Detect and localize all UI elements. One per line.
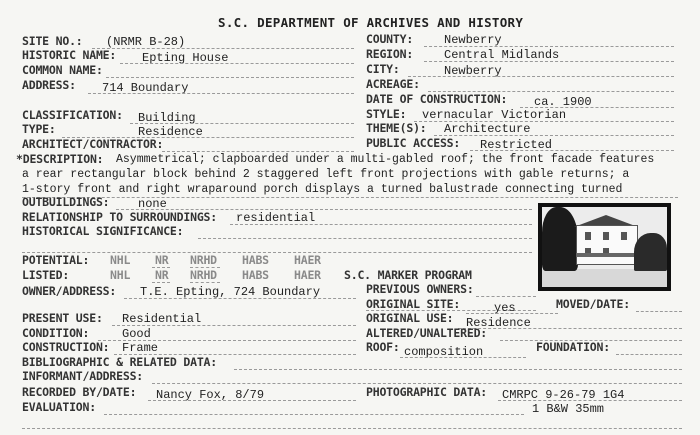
photographic-value-1: CMRPC 9-26-79 1G4	[502, 388, 625, 402]
common-name-label: COMMON NAME:	[22, 63, 103, 77]
site-no-label: SITE NO.:	[22, 34, 83, 48]
previous-owners-line	[476, 296, 536, 297]
present-use-label: PRESENT USE:	[22, 311, 103, 325]
potential-haer: HAER	[294, 253, 321, 267]
relationship-value: residential	[236, 211, 316, 225]
blank-line	[22, 252, 532, 253]
date-construction-value: ca. 1900	[534, 95, 592, 109]
previous-owners-label: PREVIOUS OWNERS:	[366, 282, 474, 296]
roof-value: composition	[404, 345, 484, 359]
historical-significance-line	[198, 238, 532, 239]
potential-nhl: NHL	[110, 253, 131, 267]
architect-label: ARCHITECT/CONTRACTOR:	[22, 137, 164, 151]
moved-date-label: MOVED/DATE:	[556, 297, 630, 311]
description-line-1: Asymmetrical; clapboarded under a multi-gabled roof; the front facade features	[116, 153, 655, 166]
house-photo	[538, 203, 671, 291]
listed-haer: HAER	[294, 268, 321, 282]
original-site-line	[466, 313, 558, 314]
public-access-label: PUBLIC ACCESS:	[366, 136, 461, 150]
description-label: *DESCRIPTION:	[16, 152, 104, 166]
owner-value: T.E. Epting, 724 Boundary	[140, 285, 321, 299]
outbuildings-label: OUTBUILDINGS:	[22, 195, 110, 209]
listed-label: LISTED:	[22, 268, 70, 282]
region-label: REGION:	[366, 47, 414, 61]
original-use-value: Residence	[466, 316, 531, 330]
informant-label: INFORMANT/ADDRESS:	[22, 369, 144, 383]
historic-name-line	[120, 63, 354, 64]
style-label: STYLE:	[366, 107, 407, 121]
address-label: ADDRESS:	[22, 78, 76, 92]
present-use-line	[112, 325, 356, 326]
bottom-line	[22, 428, 682, 429]
city-value: Newberry	[444, 64, 502, 78]
bibliographic-label: BIBLIOGRAPHIC & RELATED DATA:	[22, 355, 217, 369]
original-use-label: ORIGINAL USE:	[366, 311, 454, 325]
site-no-line	[92, 48, 354, 49]
county-value: Newberry	[444, 33, 502, 47]
evaluation-line	[104, 414, 524, 415]
original-use-line	[458, 328, 682, 329]
listed-habs: HABS	[242, 268, 269, 282]
marker-program: S.C. MARKER PROGRAM	[344, 268, 472, 282]
city-line	[408, 76, 674, 77]
theme-value: Architecture	[444, 122, 531, 136]
roof-label: ROOF:	[366, 340, 400, 354]
foundation-label: FOUNDATION:	[536, 340, 610, 354]
public-access-line	[470, 150, 674, 151]
condition-label: CONDITION:	[22, 326, 90, 340]
recorded-value: Nancy Fox, 8/79	[156, 388, 265, 402]
photographic-label: PHOTOGRAPHIC DATA:	[366, 385, 488, 399]
description-line-2: a rear rectangular block behind 2 staggered left front projections with gable returns; a	[22, 168, 630, 181]
theme-line	[434, 135, 674, 136]
historic-name-value: Epting House	[142, 51, 229, 65]
construction-value: Frame	[122, 341, 159, 355]
informant-line	[152, 383, 682, 384]
moved-date-line	[636, 311, 682, 312]
outbuildings-value: none	[138, 197, 167, 211]
public-access-value: Restricted	[480, 138, 553, 152]
description-line	[22, 197, 678, 198]
relationship-line	[230, 224, 532, 225]
relationship-label: RELATIONSHIP TO SURROUNDINGS:	[22, 210, 217, 224]
recorded-line	[148, 400, 356, 401]
recorded-label: RECORDED BY/DATE:	[22, 385, 137, 399]
listed-nhl: NHL	[110, 268, 131, 282]
listed-nrhd: NRHD	[190, 268, 217, 282]
evaluation-label: EVALUATION:	[22, 400, 96, 414]
classification-label: CLASSIFICATION:	[22, 108, 123, 122]
bibliographic-line	[234, 369, 682, 370]
construction-label: CONSTRUCTION:	[22, 340, 110, 354]
owner-label: OWNER/ADDRESS:	[22, 284, 117, 298]
common-name-line	[106, 77, 354, 78]
potential-habs: HABS	[242, 253, 269, 267]
card-header: S.C. DEPARTMENT OF ARCHIVES AND HISTORY	[218, 15, 524, 30]
original-site-label: ORIGINAL SITE:	[366, 297, 461, 311]
architect-line	[162, 151, 354, 152]
foundation-line	[616, 354, 682, 355]
potential-label: POTENTIAL:	[22, 253, 90, 267]
historical-significance-label: HISTORICAL SIGNIFICANCE:	[22, 224, 184, 238]
potential-nr: NR	[155, 253, 169, 267]
original-site-value: yes	[494, 301, 516, 315]
date-construction-label: DATE OF CONSTRUCTION:	[366, 92, 508, 106]
historic-name-label: HISTORIC NAME:	[22, 48, 117, 62]
site-no-value: (NRMR B-28)	[106, 35, 186, 49]
photographic-line	[498, 400, 682, 401]
type-value: Residence	[138, 125, 203, 139]
address-value: 714 Boundary	[102, 81, 189, 95]
address-line	[88, 93, 354, 94]
style-value: vernacular Victorian	[422, 108, 567, 122]
type-label: TYPE:	[22, 122, 56, 136]
county-line	[424, 46, 674, 47]
condition-value: Good	[122, 327, 151, 341]
owner-line	[124, 298, 356, 299]
classification-line	[130, 123, 354, 124]
present-use-value: Residential	[122, 312, 202, 326]
region-value: Central Midlands	[444, 48, 560, 62]
city-label: CITY:	[366, 62, 400, 76]
description-line-3: 1-story front and right wraparound porch displays a turned balustrade connecting turned	[22, 183, 623, 196]
altered-label: ALTERED/UNALTERED:	[366, 326, 488, 340]
listed-nr: NR	[155, 268, 169, 282]
acreage-label: ACREAGE:	[366, 77, 420, 91]
roof-line	[400, 357, 526, 358]
theme-label: THEME(S):	[366, 121, 427, 135]
classification-value: Building	[138, 111, 196, 125]
photographic-value-2: 1 B&W 35mm	[532, 402, 605, 416]
county-label: COUNTY:	[366, 32, 414, 46]
potential-nrhd: NRHD	[190, 253, 217, 267]
region-line	[424, 61, 674, 62]
